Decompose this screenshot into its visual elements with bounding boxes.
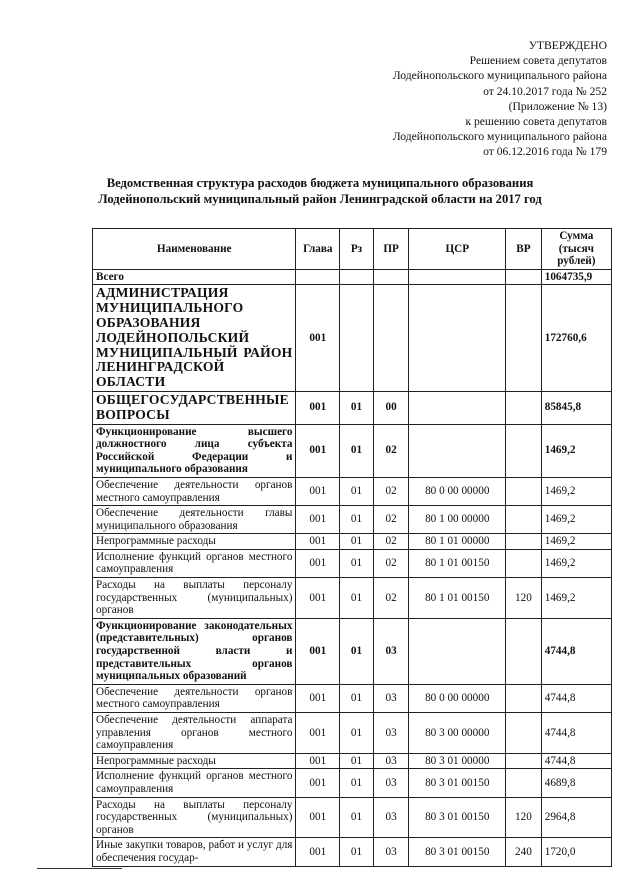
cell-sum: 1469,2 <box>541 424 611 477</box>
cell-name: ОБЩЕГОСУДАРСТВЕННЫЕ ВОПРОСЫ <box>93 391 296 424</box>
table-row <box>93 285 612 392</box>
cell-pr: 00 <box>373 391 409 424</box>
cell-vr <box>506 769 542 797</box>
cell-name: Исполнение функций органов местного самоуправления <box>93 549 296 577</box>
header-csr: ЦСР <box>409 229 506 270</box>
cell-sum: 4744,8 <box>541 618 611 684</box>
cell-csr: 80 1 01 00150 <box>409 549 506 577</box>
cell-pr: 02 <box>373 506 409 534</box>
cell-vr <box>506 618 542 684</box>
table-header-row <box>93 229 612 270</box>
cell-sum: 1064735,9 <box>541 269 611 285</box>
cell-sum: 4689,8 <box>541 769 611 797</box>
approval-line: Лодейнопольского муниципального района <box>392 130 607 144</box>
cell-pr <box>373 285 409 392</box>
table-row <box>93 769 612 797</box>
cell-vr <box>506 753 542 769</box>
cell-pr: 02 <box>373 534 409 550</box>
cell-rz: 01 <box>340 684 374 712</box>
cell-csr <box>409 269 506 285</box>
cell-vr <box>506 269 542 285</box>
cell-rz: 01 <box>340 506 374 534</box>
header-pr: ПР <box>373 229 409 270</box>
cell-glava: 001 <box>296 618 340 684</box>
cell-csr <box>409 285 506 392</box>
cell-glava <box>296 269 340 285</box>
cell-csr <box>409 391 506 424</box>
table-row <box>93 506 612 534</box>
approval-block <box>393 38 607 160</box>
cell-name: Исполнение функций органов местного самоуправления <box>93 769 296 797</box>
cell-glava: 001 <box>296 285 340 392</box>
cell-pr: 03 <box>373 838 409 866</box>
budget-table <box>92 228 612 867</box>
table-row <box>93 477 612 505</box>
cell-vr: 120 <box>506 578 542 619</box>
cell-rz <box>340 285 374 392</box>
cell-name: Функционирование высшего должностного лица субъекта Российской Федерации и муниципального образования <box>93 424 296 477</box>
cell-pr: 02 <box>373 477 409 505</box>
cell-rz: 01 <box>340 578 374 619</box>
cell-rz: 01 <box>340 797 374 838</box>
cell-name: Непрограммные расходы <box>93 534 296 550</box>
cell-csr <box>409 618 506 684</box>
table-row <box>93 578 612 619</box>
approval-line: от 24.10.2017 года № 252 <box>483 84 607 98</box>
cell-rz: 01 <box>340 753 374 769</box>
footnote-divider <box>37 868 122 869</box>
cell-rz: 01 <box>340 534 374 550</box>
cell-rz: 01 <box>340 838 374 866</box>
approval-line: от 06.12.2016 года № 179 <box>483 145 607 159</box>
header-glava: Глава <box>296 229 340 270</box>
cell-sum: 1469,2 <box>541 578 611 619</box>
cell-pr <box>373 269 409 285</box>
cell-glava: 001 <box>296 549 340 577</box>
cell-vr <box>506 285 542 392</box>
header-rz: Рз <box>340 229 374 270</box>
cell-glava: 001 <box>296 797 340 838</box>
cell-sum: 85845,8 <box>541 391 611 424</box>
cell-rz: 01 <box>340 618 374 684</box>
cell-vr <box>506 391 542 424</box>
cell-rz: 01 <box>340 477 374 505</box>
cell-vr <box>506 549 542 577</box>
table-row <box>93 424 612 477</box>
header-sum: Сумма (тысяч рублей) <box>541 229 611 270</box>
table-body <box>93 269 612 866</box>
cell-sum: 2964,8 <box>541 797 611 838</box>
cell-rz: 01 <box>340 424 374 477</box>
cell-pr: 02 <box>373 578 409 619</box>
cell-name: Расходы на выплаты персоналу государственных (муниципальных) органов <box>93 797 296 838</box>
cell-sum: 4744,8 <box>541 684 611 712</box>
cell-name: Обеспечение деятельности органов местного самоуправления <box>93 684 296 712</box>
table-row <box>93 684 612 712</box>
cell-vr <box>506 713 542 754</box>
cell-name: Непрограммные расходы <box>93 753 296 769</box>
approval-line: Лодейнопольского муниципального района <box>392 69 607 83</box>
cell-csr: 80 0 00 00000 <box>409 477 506 505</box>
cell-sum: 1720,0 <box>541 838 611 866</box>
cell-csr: 80 3 00 00000 <box>409 713 506 754</box>
cell-rz <box>340 269 374 285</box>
cell-sum: 1469,2 <box>541 534 611 550</box>
cell-pr: 03 <box>373 753 409 769</box>
cell-csr: 80 1 00 00000 <box>409 506 506 534</box>
table-row <box>93 838 612 866</box>
cell-sum: 172760,6 <box>541 285 611 392</box>
cell-glava: 001 <box>296 578 340 619</box>
table-row <box>93 618 612 684</box>
cell-vr <box>506 477 542 505</box>
cell-csr: 80 3 01 00150 <box>409 769 506 797</box>
header-vr: ВР <box>506 229 542 270</box>
cell-csr: 80 0 00 00000 <box>409 684 506 712</box>
cell-glava: 001 <box>296 753 340 769</box>
cell-csr: 80 3 01 00000 <box>409 753 506 769</box>
table-row <box>93 391 612 424</box>
cell-name: Иные закупки товаров, работ и услуг для обеспечения государ- <box>93 838 296 866</box>
cell-pr: 02 <box>373 549 409 577</box>
cell-glava: 001 <box>296 506 340 534</box>
cell-name: Обеспечение деятельности органов местного самоуправления <box>93 477 296 505</box>
cell-name: Расходы на выплаты персоналу государственных (муниципальных) органов <box>93 578 296 619</box>
cell-name: Функционирование законодательных (представительных) органов государственной власти и представительных органов муниципальных образований <box>93 618 296 684</box>
cell-vr <box>506 424 542 477</box>
cell-csr <box>409 424 506 477</box>
cell-vr: 120 <box>506 797 542 838</box>
cell-name: Обеспечение деятельности главы муниципального образования <box>93 506 296 534</box>
document-title <box>0 175 640 207</box>
cell-pr: 02 <box>373 424 409 477</box>
cell-csr: 80 3 01 00150 <box>409 797 506 838</box>
cell-glava: 001 <box>296 684 340 712</box>
cell-name: Обеспечение деятельности аппарата управления органов местного самоуправления <box>93 713 296 754</box>
table-row <box>93 713 612 754</box>
cell-vr <box>506 534 542 550</box>
cell-rz: 01 <box>340 391 374 424</box>
cell-pr: 03 <box>373 713 409 754</box>
approval-line: к решению совета депутатов <box>465 115 607 129</box>
cell-sum: 4744,8 <box>541 753 611 769</box>
cell-pr: 03 <box>373 618 409 684</box>
cell-glava: 001 <box>296 769 340 797</box>
cell-sum: 1469,2 <box>541 549 611 577</box>
cell-glava: 001 <box>296 534 340 550</box>
cell-glava: 001 <box>296 713 340 754</box>
cell-glava: 001 <box>296 477 340 505</box>
table-row <box>93 753 612 769</box>
cell-name: АДМИНИСТРАЦИЯ МУНИЦИПАЛЬНОГО ОБРАЗОВАНИЯ ЛОДЕЙНОПОЛЬСКИЙ МУНИЦИПАЛЬНЫЙ РАЙОН ЛЕНИНГРАДСКОЙ ОБЛАСТИ <box>93 285 296 392</box>
title-line: Лодейнопольский муниципальный район Ленинградской области на 2017 год <box>98 192 542 206</box>
cell-name: Всего <box>93 269 296 285</box>
cell-glava: 001 <box>296 838 340 866</box>
approval-line: Решением совета депутатов <box>469 54 607 68</box>
table-row <box>93 269 612 285</box>
cell-glava: 001 <box>296 424 340 477</box>
cell-sum: 1469,2 <box>541 477 611 505</box>
approval-line: УТВЕРЖДЕНО <box>528 39 607 52</box>
table-row <box>93 534 612 550</box>
approval-line: (Приложение № 13) <box>508 99 607 113</box>
cell-pr: 03 <box>373 684 409 712</box>
cell-vr <box>506 506 542 534</box>
cell-sum: 1469,2 <box>541 506 611 534</box>
cell-rz: 01 <box>340 713 374 754</box>
title-line: Ведомственная структура расходов бюджета муниципального образования <box>106 176 534 190</box>
cell-glava: 001 <box>296 391 340 424</box>
cell-csr: 80 1 01 00150 <box>409 578 506 619</box>
cell-vr: 240 <box>506 838 542 866</box>
cell-pr: 03 <box>373 769 409 797</box>
cell-pr: 03 <box>373 797 409 838</box>
cell-csr: 80 1 01 00000 <box>409 534 506 550</box>
cell-rz: 01 <box>340 549 374 577</box>
cell-csr: 80 3 01 00150 <box>409 838 506 866</box>
table-row <box>93 549 612 577</box>
table-row <box>93 797 612 838</box>
cell-vr <box>506 684 542 712</box>
cell-rz: 01 <box>340 769 374 797</box>
header-name: Наименование <box>93 229 296 270</box>
cell-sum: 4744,8 <box>541 713 611 754</box>
